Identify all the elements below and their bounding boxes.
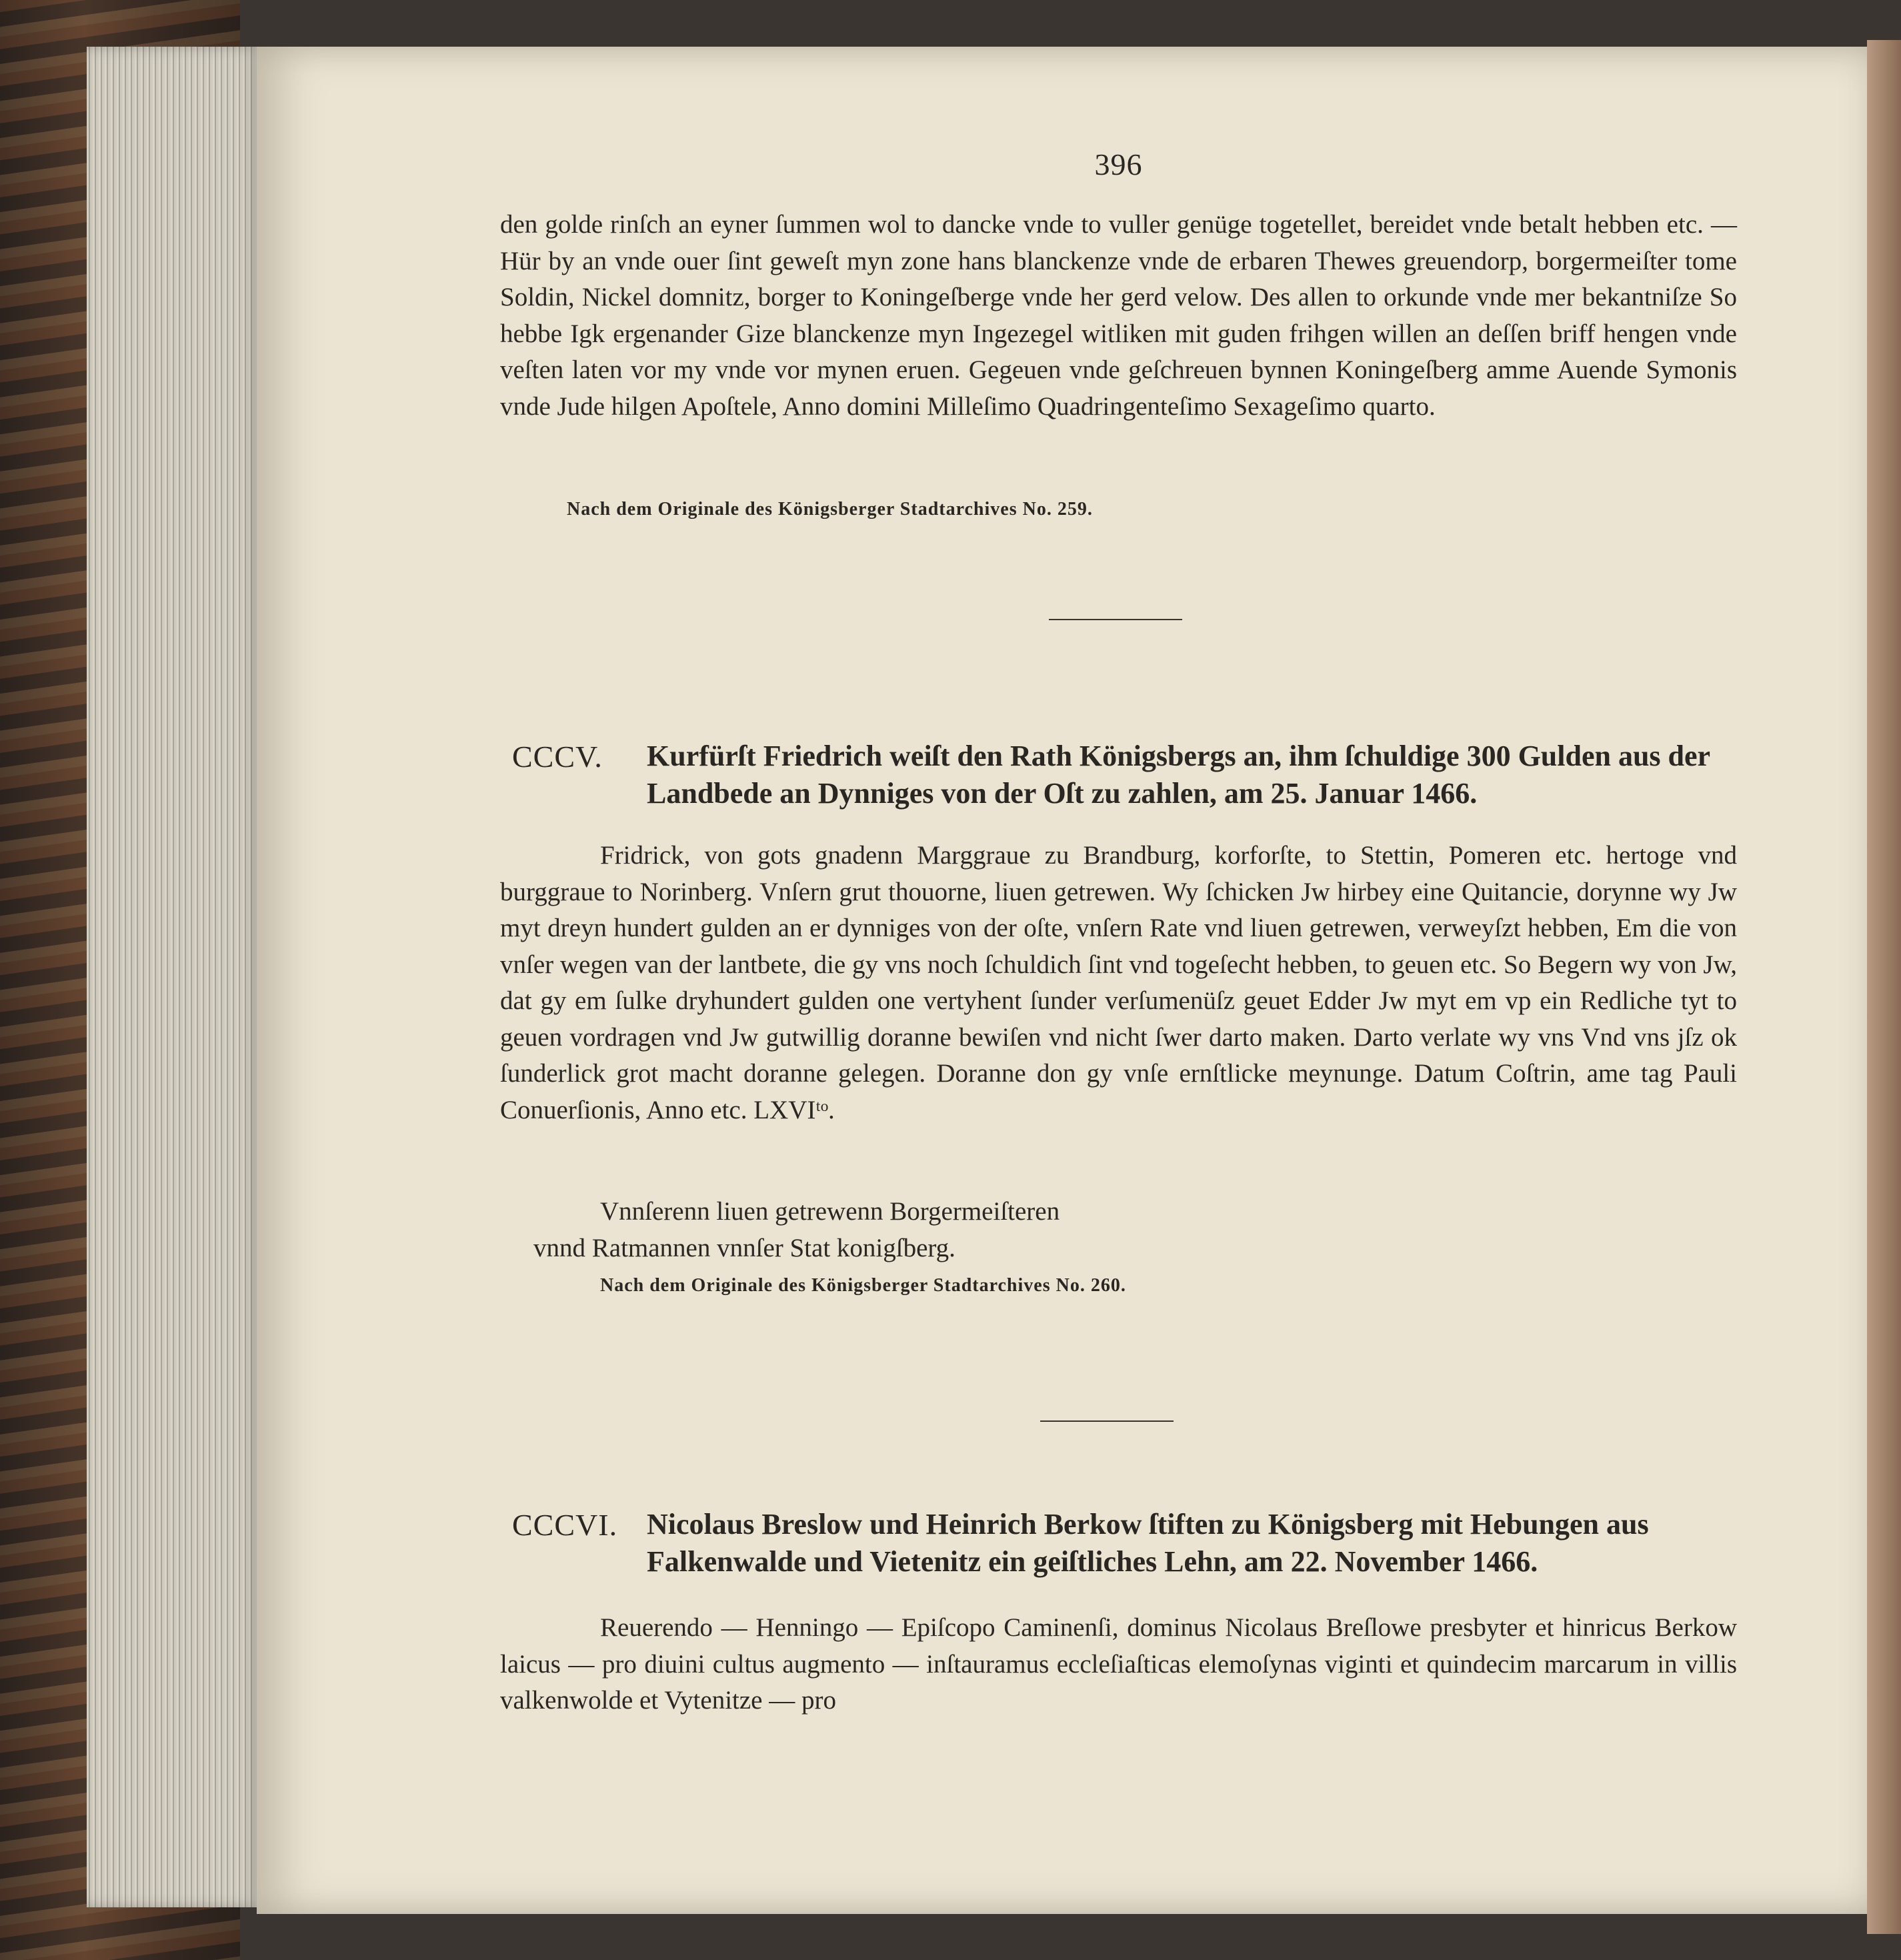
ccv-number: CCCV.: [512, 740, 603, 774]
section-divider: [1049, 619, 1182, 620]
ccvi-body: Reuerendo — Henningo — Epiſcopo Caminenſi, dominus Nicolaus Breſlowe presbyter et hinricus Berkow laicus — pro diuini cultus augmento — inſtauramus eccleſiaſticas elemoſynas viginti et quindecim marcarum in villis valkenwolde et Vytenitze — pro: [500, 1613, 1737, 1715]
page-number: 396: [1094, 147, 1143, 181]
ccv-body: Fridrick, von gots gnadenn Marggraue zu Brandburg, korforſte, to Stettin, Pomeren etc. hertoge vnd burggraue to Norinberg. Vnſern grut thouorne, liuen getrewen. Wy ſchicken Jw hirbey eine Quitancie, dorynne wy Jw myt dreyn hundert gulden an er dynniges von der oſte, vnſern Rate vnd liuen getrewen, verweyſzt hebben, Em die von vnſer wegen van der lantbete, die gy vns noch ſchuldich ſint vnd togeſecht hebben, to geuen etc. So Begern wy von Jw, dat gy em ſulke dryhundert gulden one vertyhent ſunder verſumenüſz geuet Edder Jw myt em vp ein Redliche tyt to geuen vordragen vnd Jw gutwillig doranne bewiſen vnd nicht ſwer darto maken. Darto verlate wy vns Vnd vns jſz ok ſunderlick grot macht doranne gelegen. Doranne don gy vnſe ernſtlicke meynunge. Datum Coſtrin, ame tag Pauli Conuerſionis, Anno etc. LXVIᵗᵒ.: [500, 841, 1737, 1124]
right-page-edge: [1867, 40, 1901, 1934]
ccv-address-line-2: vnnd Ratmannen vnnſer Stat konigſberg.: [533, 1234, 956, 1262]
ccvi-title: Nicolaus Breslow und Heinrich Berkow ſtiften zu Königsberg mit Hebungen aus Falkenwalde und Vietenitz ein geiſtliches Lehn, am 22. November 1466.: [647, 1508, 1649, 1578]
continuation-source-note: Nach dem Originale des Königsberger Stadtarchives No. 259.: [567, 499, 1093, 520]
ccv-title: Kurfürſt Friedrich weiſt den Rath Königsbergs an, ihm ſchuldige 300 Gulden aus der Landbede an Dynniges von der Oſt zu zahlen, am 25. Januar 1466.: [647, 740, 1710, 810]
continuation-paragraph: den golde rinſch an eyner ſummen wol to dancke vnde to vuller genüge togetellet, bereidet vnde betalt hebben etc. — Hür by an vnde ouer ſint geweſt myn zone hans blanckenze vnde de erbaren Thewes greuendorp, borgermeiſter tome Soldin, Nickel domnitz, borger to Koningeſberge vnde her gerd velow. Des allen to orkunde vnde mer bekantniſze So hebbe Igk ergenander Gize blanckenze myn Ingezegel witliken mit guden frihgen willen an deſſen briff hengen vnde veſten laten vor my vnde vor mynen eruen. Gegeuen vnde geſchreuen bynnen Koningeſberg amme Auende Symonis vnde Jude hilgen Apoſtele, Anno domini Milleſimo Quadringenteſimo Sexageſimo quarto.: [500, 210, 1737, 421]
ccv-source-note: Nach dem Originale des Königsberger Stadtarchives No. 260.: [600, 1275, 1126, 1296]
section-divider-2: [1040, 1420, 1174, 1422]
ccvi-number: CCCVI.: [512, 1508, 618, 1542]
ccv-address-line-1: Vnnſerenn liuen getrewenn Borgermeiſteren: [600, 1197, 1060, 1226]
page-edges: [87, 47, 260, 1907]
